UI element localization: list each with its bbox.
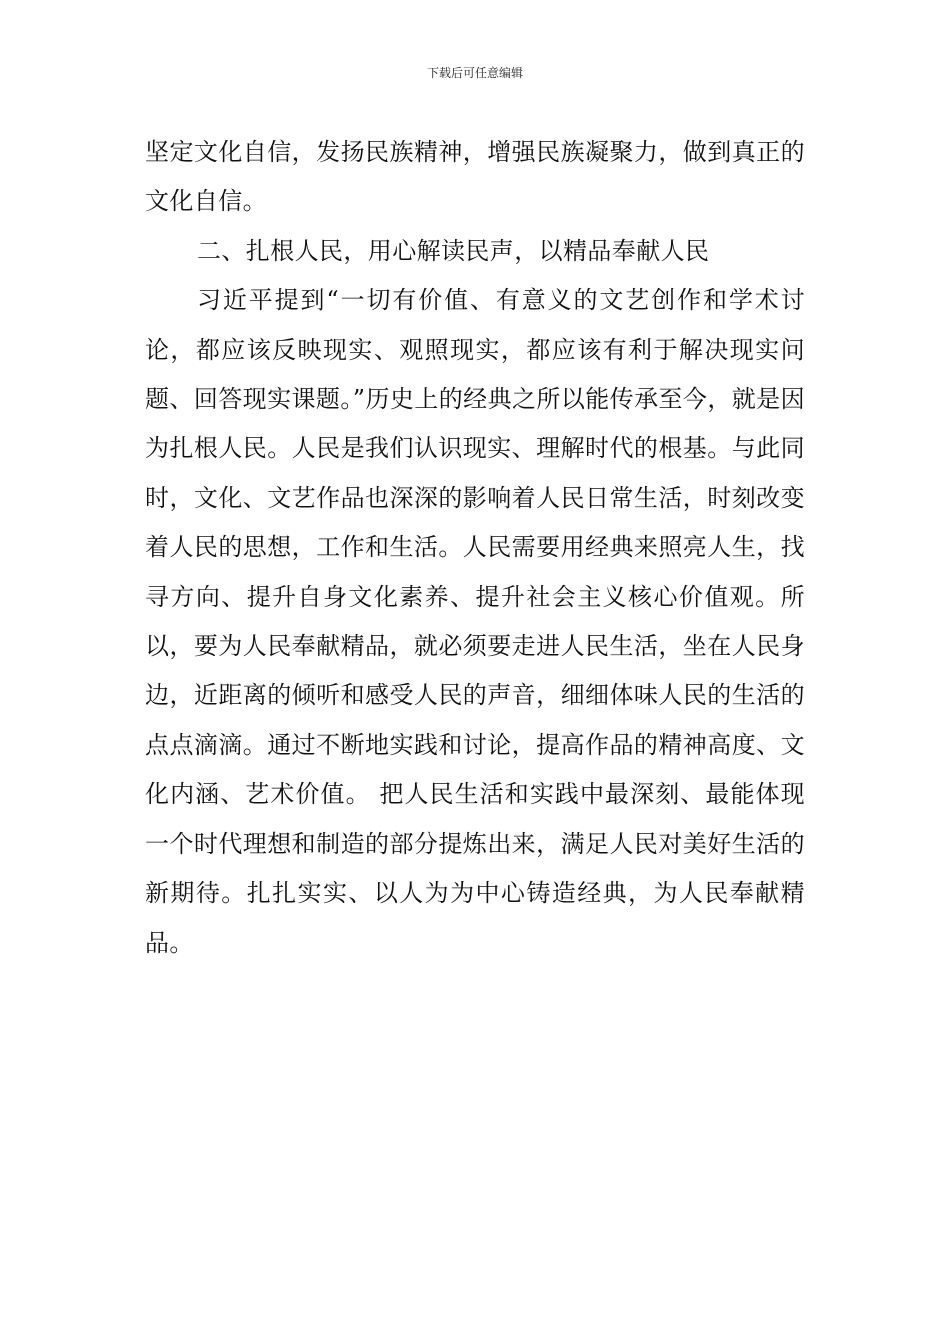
document-body (145, 128, 805, 968)
paragraph-continuation: 坚定文化自信，发扬民族精神，增强民族凝聚力，做到真正的文化自信。 (145, 138, 805, 216)
paragraph-body: 习近平提到“一切有价值、有意义的文艺创作和学术讨论，都应该反映现实、观照现实，都应该有利于解决现实问题、回答现实课题。”历史上的经典之所以能传承至今，就是因为扎根人民。人民是我们认识现实、理解时代的根基。与此同时，文化、文艺作品也深深的影响着人民日常生活，时刻改变着人民的思想，工作和生活。人民需要用经典来照亮人生，找寻方向、提升自身文化素养、提升社会主义核心价值观。所以，要为人民奉献精品，就必须要走进人民生活，坐在人民身边，近距离的倾听和感受人民的声音，细细体味人民的生活的点点滴滴。通过不断地实践和讨论，提高作品的精神高度、文化内涵、艺术价值。 把人民生活和实践中最深刻、最能体现一个时代理想和制造的部分提炼出来，满足人民对美好生活的新期待。扎扎实实、以人为为中心铸造经典，为人民奉献精品。 (145, 286, 805, 957)
page-header: 下载后可任意编辑 (426, 66, 523, 80)
section-heading: 二、扎根人民，用心解读民声，以精品奉献人民 (197, 236, 710, 265)
